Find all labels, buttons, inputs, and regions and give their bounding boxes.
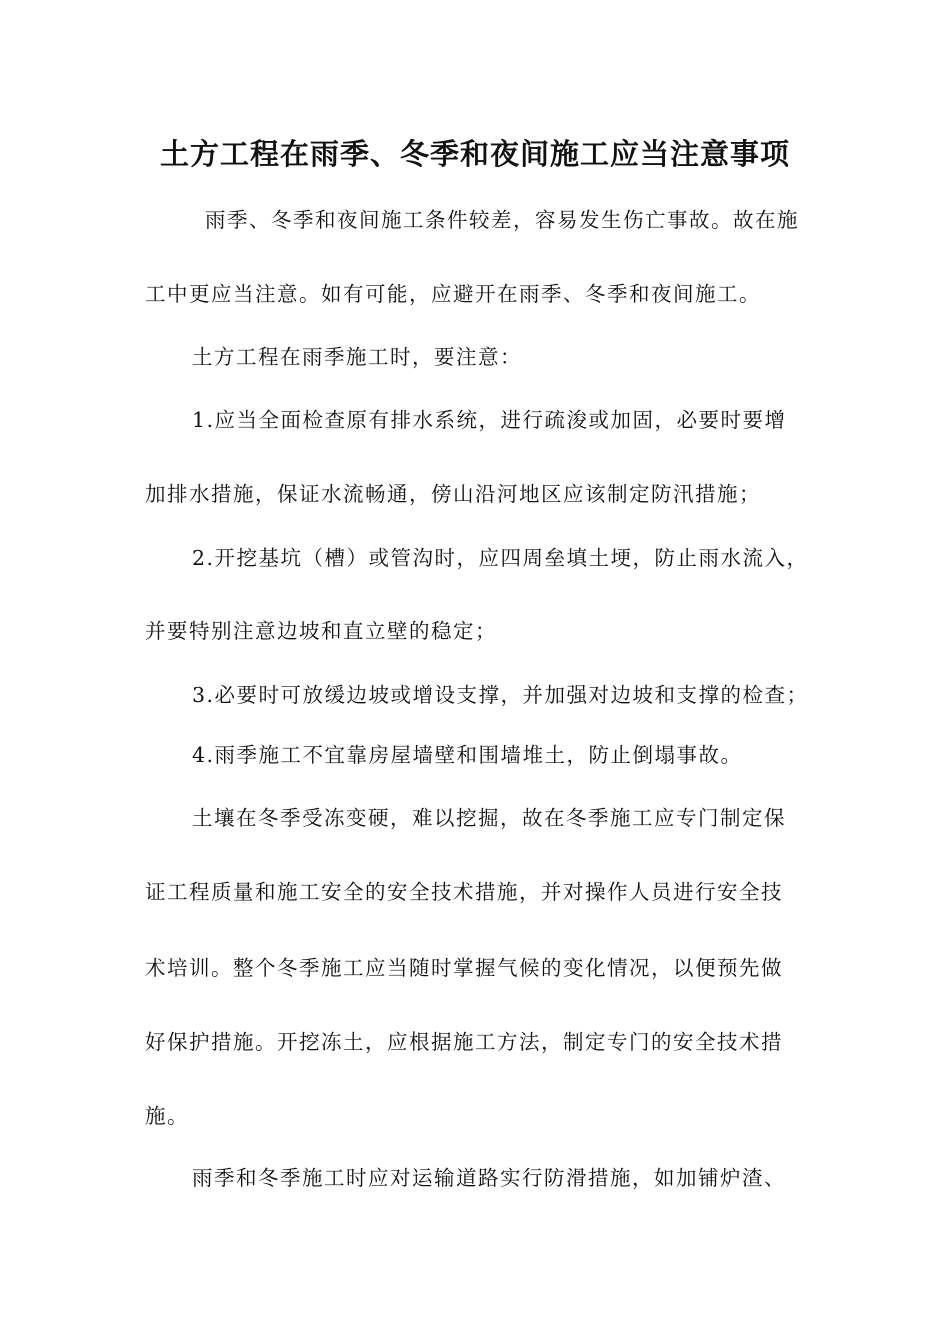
body-line: 1.应当全面检查原有排水系统，进行疏浚或加固，必要时要增 [192, 408, 787, 432]
body-line: 术培训。整个冬季施工应当随时掌握气候的变化情况，以便预先做 [145, 956, 783, 980]
body-line: 2.开挖基坑（槽）或管沟时，应四周垒填土埂，防止雨水流入， [192, 546, 809, 570]
body-line: 工中更应当注意。如有可能，应避开在雨季、冬季和夜间施工。 [145, 282, 761, 306]
body-line: 雨季、冬季和夜间施工条件较差，容易发生伤亡事故。故在施 [205, 208, 799, 232]
body-line: 证工程质量和施工安全的安全技术措施，并对操作人员进行安全技 [145, 880, 783, 904]
body-line: 土方工程在雨季施工时，要注意： [192, 345, 522, 369]
body-line: 好保护措施。开挖冻土，应根据施工方法，制定专门的安全技术措 [145, 1030, 783, 1054]
body-line: 土壤在冬季受冻变硬，难以挖掘，故在冬季施工应专门制定保 [192, 806, 786, 830]
body-line: 加排水措施，保证水流畅通，傍山沿河地区应该制定防汛措施； [145, 482, 761, 506]
document-title: 土方工程在雨季、冬季和夜间施工应当注意事项 [159, 137, 790, 171]
body-line: 并要特别注意边坡和直立壁的稳定； [145, 619, 497, 643]
body-line: 雨季和冬季施工时应对运输道路实行防滑措施，如加铺炉渣、 [192, 1166, 786, 1190]
body-line: 3.必要时可放缓边坡或增设支撑，并加强对边坡和支撑的检查； [192, 683, 809, 707]
body-line: 施。 [145, 1104, 189, 1128]
body-line: 4.雨季施工不宜靠房屋墙壁和围墙堆土，防止倒塌事故。 [192, 743, 743, 767]
